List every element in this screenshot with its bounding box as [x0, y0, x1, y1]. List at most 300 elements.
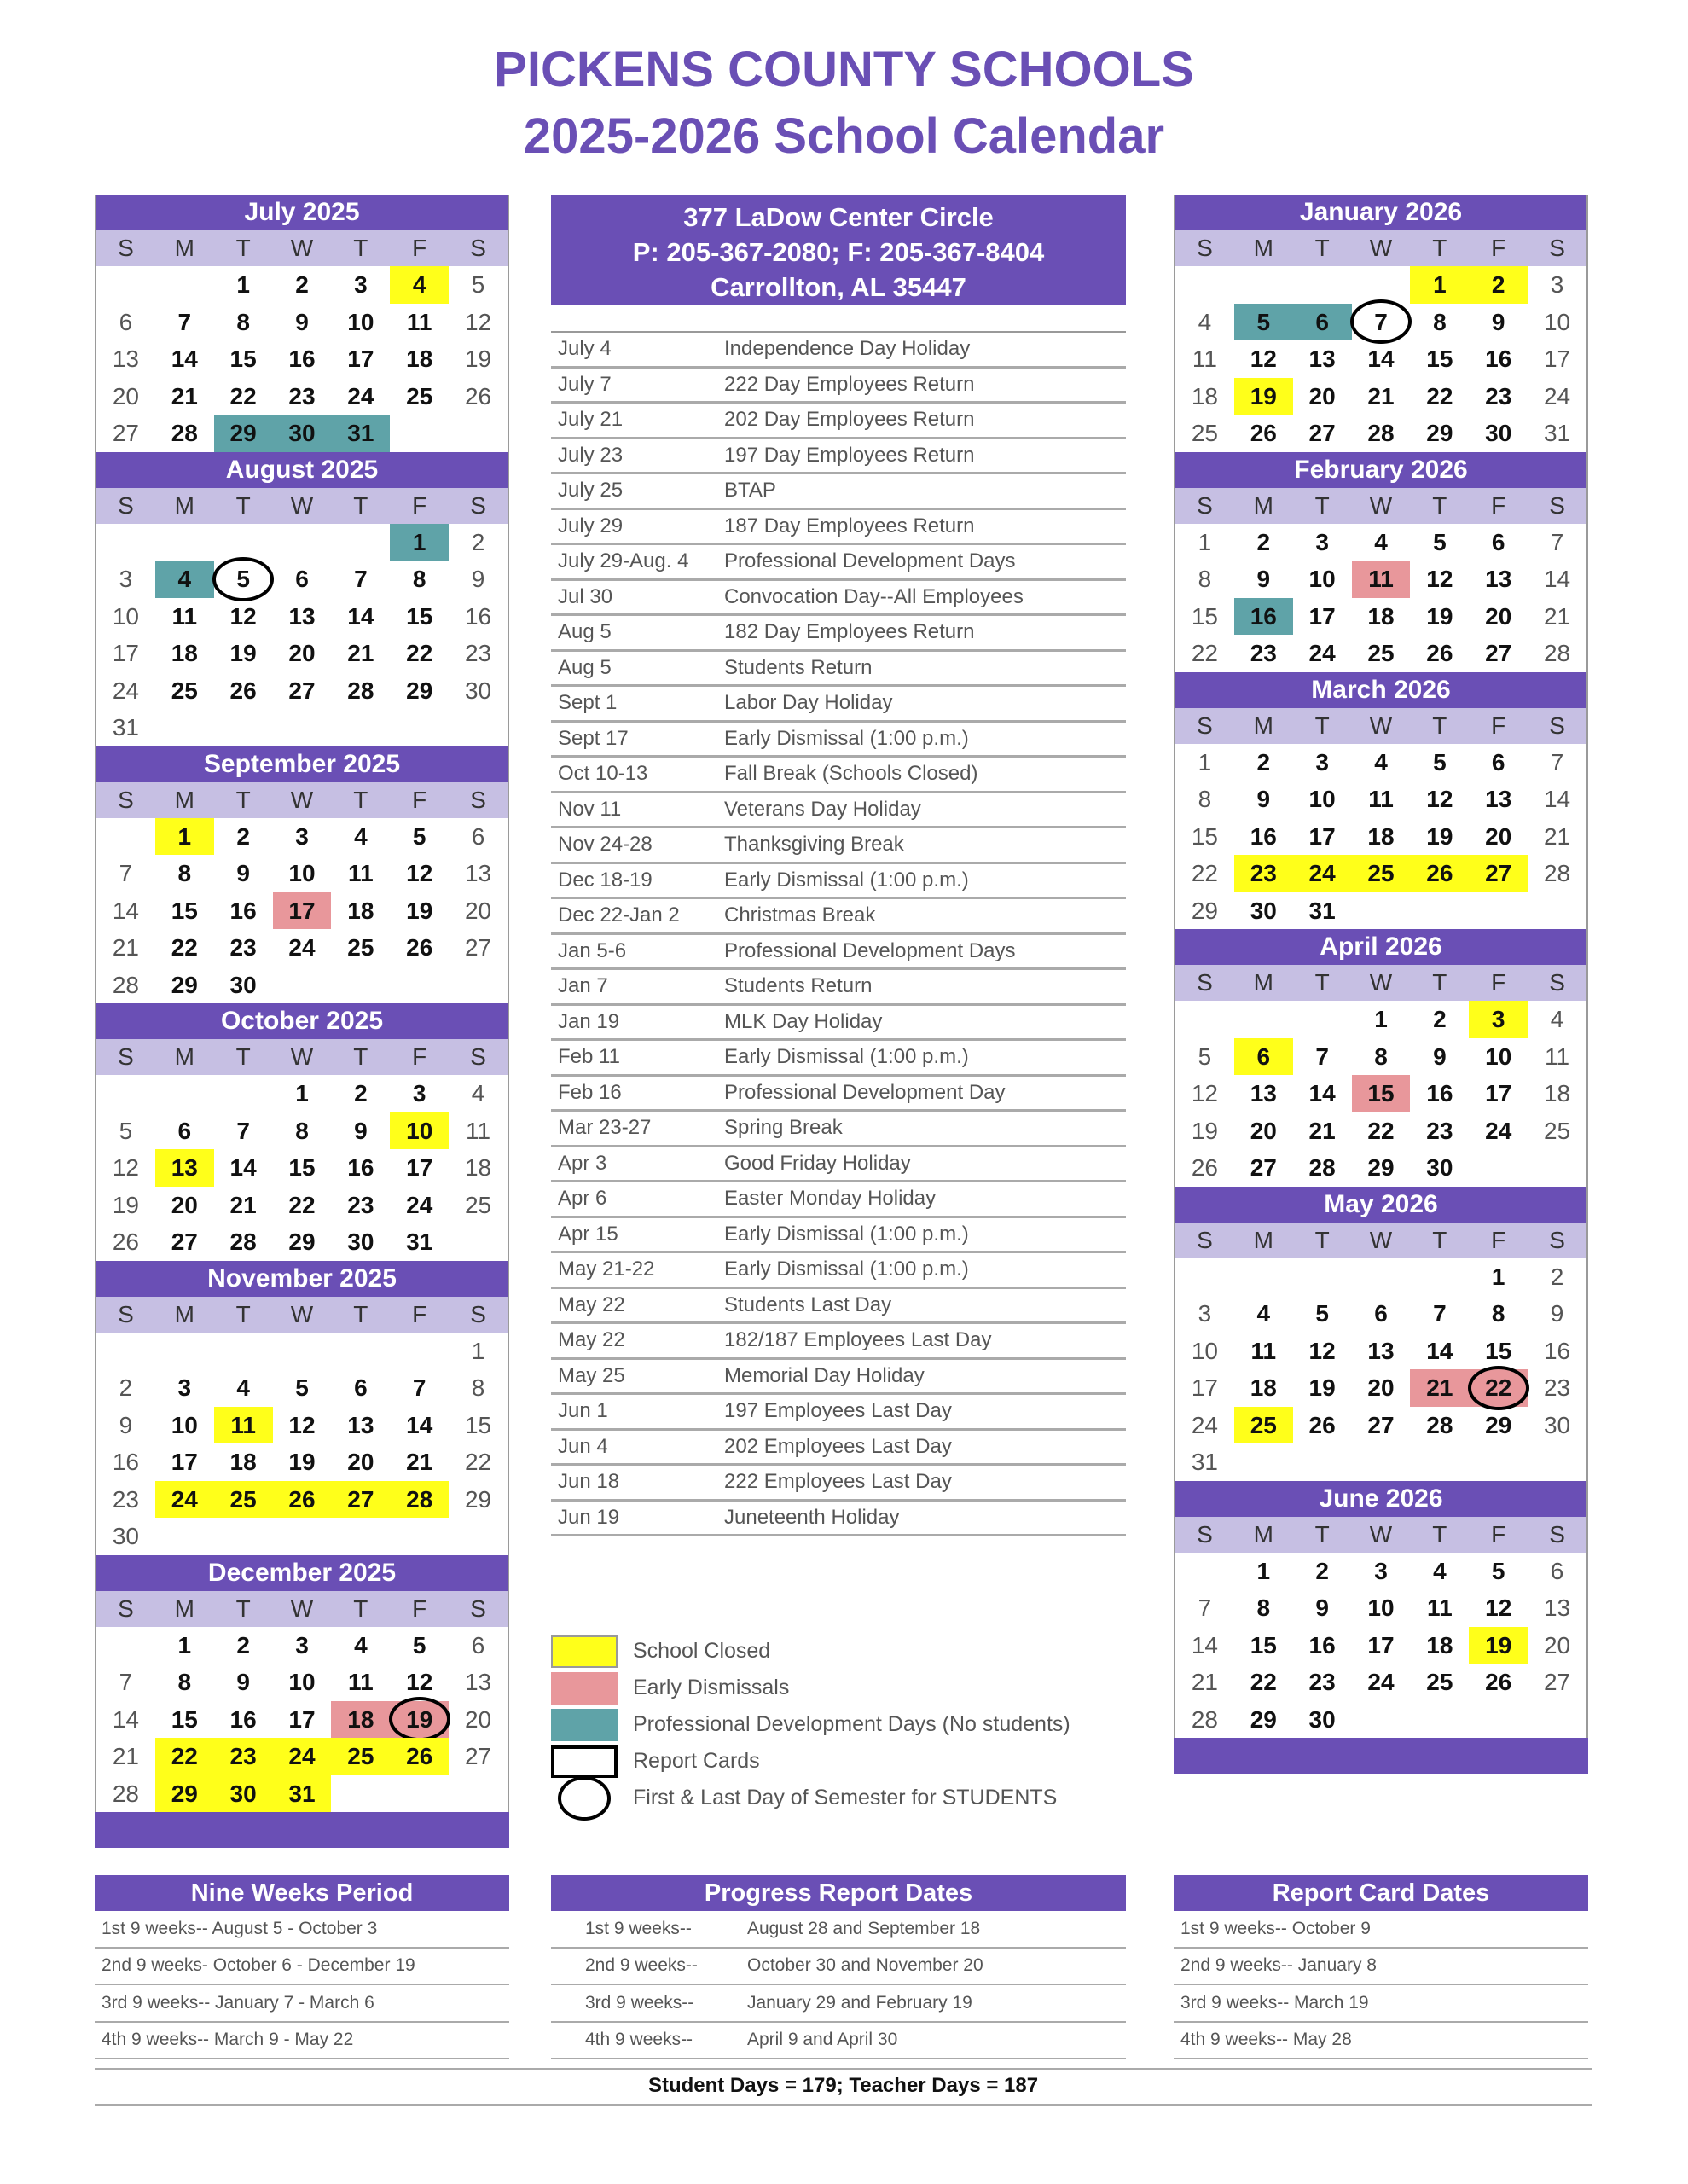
day-cell[interactable]: 2	[354, 1080, 368, 1107]
day-cell[interactable]: 10	[1191, 1337, 1218, 1364]
day-cell[interactable]: 17	[171, 1449, 198, 1475]
day-cell[interactable]: 5	[119, 1117, 133, 1144]
day-cell[interactable]: 30	[1250, 897, 1277, 924]
day-cell[interactable]: 24	[1308, 640, 1336, 666]
day-cell[interactable]: 8	[295, 1117, 309, 1144]
day-cell[interactable]: 9	[1315, 1594, 1329, 1621]
day-cell[interactable]: 16	[464, 602, 492, 630]
day-cell[interactable]: 21	[112, 1743, 139, 1769]
day-cell[interactable]: 2	[1550, 1263, 1564, 1290]
day-cell[interactable]: 1	[236, 271, 250, 298]
day-cell[interactable]: 25	[214, 1481, 273, 1519]
day-cell[interactable]: 15	[1426, 346, 1453, 372]
day-cell[interactable]: 3	[1469, 1001, 1528, 1038]
day-cell[interactable]: 7	[354, 566, 368, 592]
day-cell[interactable]: 22	[155, 1738, 214, 1775]
day-cell[interactable]: 13	[1485, 786, 1512, 812]
day-cell[interactable]: 3	[412, 1080, 426, 1107]
day-cell[interactable]: 17	[347, 346, 374, 372]
day-cell[interactable]: 26	[1410, 855, 1469, 892]
day-cell[interactable]: 1	[1374, 1006, 1388, 1032]
day-cell[interactable]: 18	[331, 1701, 390, 1739]
day-cell[interactable]: 4	[1374, 528, 1388, 555]
day-cell[interactable]: 4	[354, 1631, 368, 1658]
day-cell[interactable]: 25	[1367, 640, 1395, 666]
day-cell[interactable]: 9	[1256, 566, 1271, 592]
day-cell[interactable]: 5	[295, 1374, 309, 1401]
day-cell[interactable]: 22	[1191, 860, 1218, 886]
day-cell[interactable]: 14	[112, 1705, 139, 1733]
day-cell[interactable]: 29	[1367, 1154, 1395, 1181]
day-cell[interactable]: 19	[1426, 822, 1453, 850]
day-cell[interactable]: 26	[1426, 640, 1453, 666]
day-cell[interactable]: 4	[1433, 1557, 1447, 1584]
day-cell[interactable]: 12	[1426, 786, 1453, 812]
day-cell[interactable]: 27	[1469, 855, 1528, 892]
day-cell[interactable]: 2	[119, 1374, 133, 1401]
day-cell[interactable]: 4	[1550, 1006, 1564, 1032]
day-cell[interactable]: 26	[1485, 1669, 1512, 1695]
day-cell[interactable]: 15	[1352, 1075, 1411, 1112]
day-cell[interactable]: 19	[229, 640, 257, 666]
day-cell[interactable]: 19	[288, 1449, 316, 1475]
day-cell[interactable]: 6	[1374, 1300, 1388, 1327]
day-cell[interactable]: 27	[331, 1481, 390, 1519]
day-cell[interactable]: 30	[273, 415, 332, 452]
day-cell[interactable]: 16	[347, 1154, 374, 1181]
day-cell[interactable]: 18	[1191, 382, 1218, 410]
day-cell[interactable]: 27	[171, 1228, 198, 1255]
day-cell[interactable]: 28	[1426, 1411, 1453, 1438]
day-cell[interactable]: 7	[1550, 748, 1564, 775]
day-cell[interactable]: 12	[406, 860, 433, 886]
day-cell[interactable]: 1	[1198, 748, 1212, 775]
day-cell[interactable]: 8	[1198, 786, 1212, 812]
day-cell[interactable]: 21	[171, 382, 198, 410]
day-cell[interactable]: 2	[295, 271, 309, 298]
day-cell[interactable]: 30	[229, 971, 257, 998]
day-cell[interactable]: 5	[1234, 304, 1293, 341]
day-cell[interactable]: 10	[390, 1112, 449, 1150]
day-cell[interactable]: 9	[236, 860, 250, 886]
day-cell[interactable]: 28	[1367, 420, 1395, 446]
day-cell[interactable]: 22	[171, 934, 198, 961]
day-cell[interactable]: 20	[1308, 382, 1336, 410]
day-cell[interactable]: 31	[1543, 420, 1571, 446]
day-cell[interactable]: 12	[1191, 1080, 1218, 1107]
day-cell[interactable]: 27	[112, 420, 139, 446]
day-cell[interactable]: 20	[1367, 1374, 1395, 1401]
day-cell[interactable]: 29	[171, 971, 198, 998]
day-cell[interactable]: 21	[1308, 1117, 1336, 1144]
day-cell[interactable]: 3	[1315, 748, 1329, 775]
day-cell[interactable]: 13	[1250, 1080, 1277, 1107]
day-cell[interactable]: 6	[1491, 748, 1505, 775]
day-cell[interactable]: 13	[288, 602, 316, 630]
day-cell[interactable]: 1	[1198, 528, 1212, 555]
day-cell[interactable]: 9	[471, 566, 485, 592]
day-cell[interactable]: 8	[471, 1374, 485, 1401]
day-cell[interactable]: 14	[1191, 1631, 1218, 1658]
day-cell[interactable]: 23	[1426, 1117, 1453, 1144]
day-cell[interactable]: 12	[288, 1411, 316, 1438]
day-cell[interactable]: 19	[390, 1701, 449, 1739]
day-cell[interactable]: 26	[1250, 420, 1277, 446]
day-cell[interactable]: 18	[1426, 1631, 1453, 1658]
day-cell[interactable]: 21	[1191, 1669, 1218, 1695]
day-cell[interactable]: 21	[1543, 822, 1571, 850]
day-cell[interactable]: 28	[171, 420, 198, 446]
day-cell[interactable]: 8	[236, 308, 250, 335]
day-cell[interactable]: 30	[347, 1228, 374, 1255]
day-cell[interactable]: 17	[1485, 1080, 1512, 1107]
day-cell[interactable]: 29	[155, 1775, 214, 1813]
day-cell[interactable]: 24	[1485, 1117, 1512, 1144]
day-cell[interactable]: 24	[347, 382, 374, 410]
day-cell[interactable]: 17	[1308, 822, 1336, 850]
day-cell[interactable]: 23	[229, 934, 257, 961]
day-cell[interactable]: 17	[1308, 602, 1336, 630]
day-cell[interactable]: 12	[112, 1154, 139, 1181]
day-cell[interactable]: 25	[1191, 420, 1218, 446]
day-cell[interactable]: 14	[171, 346, 198, 372]
day-cell[interactable]: 4	[155, 561, 214, 598]
day-cell[interactable]: 3	[177, 1374, 192, 1401]
day-cell[interactable]: 28	[1191, 1705, 1218, 1733]
day-cell[interactable]: 14	[1543, 566, 1571, 592]
day-cell[interactable]: 2	[1433, 1006, 1447, 1032]
day-cell[interactable]: 8	[177, 860, 192, 886]
day-cell[interactable]: 21	[347, 640, 374, 666]
day-cell[interactable]: 2	[1256, 748, 1271, 775]
day-cell[interactable]: 11	[348, 1669, 374, 1695]
day-cell[interactable]: 16	[1426, 1080, 1453, 1107]
day-cell[interactable]: 6	[1491, 528, 1505, 555]
day-cell[interactable]: 2	[236, 1631, 250, 1658]
day-cell[interactable]: 4	[1374, 748, 1388, 775]
day-cell[interactable]: 19	[406, 897, 433, 924]
day-cell[interactable]: 8	[412, 566, 426, 592]
day-cell[interactable]: 9	[1491, 308, 1505, 335]
day-cell[interactable]: 24	[1293, 855, 1352, 892]
day-cell[interactable]: 26	[1191, 1154, 1218, 1181]
day-cell[interactable]: 12	[1426, 566, 1453, 592]
day-cell[interactable]: 25	[331, 1738, 390, 1775]
day-cell[interactable]: 9	[354, 1117, 368, 1144]
day-cell[interactable]: 23	[1485, 382, 1512, 410]
day-cell[interactable]: 6	[354, 1374, 368, 1401]
day-cell[interactable]: 21	[1410, 1369, 1469, 1407]
day-cell[interactable]: 3	[295, 1631, 309, 1658]
day-cell[interactable]: 23	[1308, 1669, 1336, 1695]
day-cell[interactable]: 24	[1543, 382, 1571, 410]
day-cell[interactable]: 1	[177, 1631, 192, 1658]
day-cell[interactable]: 10	[1543, 308, 1571, 335]
day-cell[interactable]: 28	[1308, 1154, 1336, 1181]
day-cell[interactable]: 22	[1191, 640, 1218, 666]
day-cell[interactable]: 1	[390, 524, 449, 561]
day-cell[interactable]: 16	[1308, 1631, 1336, 1658]
day-cell[interactable]: 15	[1250, 1631, 1277, 1658]
day-cell[interactable]: 13	[1543, 1594, 1571, 1621]
day-cell[interactable]: 30	[1426, 1154, 1453, 1181]
day-cell[interactable]: 7	[1315, 1043, 1329, 1070]
day-cell[interactable]: 15	[1485, 1337, 1512, 1364]
day-cell[interactable]: 20	[464, 897, 492, 924]
day-cell[interactable]: 3	[354, 271, 368, 298]
day-cell[interactable]: 9	[119, 1411, 133, 1438]
day-cell[interactable]: 11	[171, 602, 198, 630]
day-cell[interactable]: 26	[1308, 1411, 1336, 1438]
day-cell[interactable]: 13	[155, 1149, 214, 1187]
day-cell[interactable]: 20	[1485, 822, 1512, 850]
day-cell[interactable]: 23	[347, 1191, 374, 1218]
day-cell[interactable]: 27	[1485, 640, 1512, 666]
day-cell[interactable]: 24	[1191, 1411, 1218, 1438]
day-cell[interactable]: 31	[112, 714, 139, 741]
day-cell[interactable]: 28	[347, 677, 374, 704]
day-cell[interactable]: 15	[1191, 602, 1218, 630]
day-cell[interactable]: 3	[1550, 271, 1564, 298]
day-cell[interactable]: 5	[1433, 748, 1447, 775]
day-cell[interactable]: 26	[406, 934, 433, 961]
day-cell[interactable]: 14	[1367, 346, 1395, 372]
day-cell[interactable]: 31	[273, 1775, 332, 1813]
day-cell[interactable]: 7	[119, 860, 133, 886]
day-cell[interactable]: 11	[406, 308, 432, 335]
day-cell[interactable]: 30	[112, 1523, 139, 1549]
day-cell[interactable]: 25	[1543, 1117, 1571, 1144]
day-cell[interactable]: 12	[406, 1669, 433, 1695]
day-cell[interactable]: 20	[112, 382, 139, 410]
day-cell[interactable]: 4	[471, 1080, 485, 1107]
day-cell[interactable]: 10	[288, 860, 316, 886]
day-cell[interactable]: 30	[214, 1775, 273, 1813]
day-cell[interactable]: 7	[1550, 528, 1564, 555]
day-cell[interactable]: 16	[1234, 598, 1293, 636]
day-cell[interactable]: 9	[1433, 1043, 1447, 1070]
day-cell[interactable]: 29	[1485, 1411, 1512, 1438]
day-cell[interactable]: 12	[464, 308, 492, 335]
day-cell[interactable]: 3	[1315, 528, 1329, 555]
day-cell[interactable]: 1	[1410, 266, 1469, 304]
day-cell[interactable]: 14	[406, 1411, 433, 1438]
day-cell[interactable]: 9	[1256, 786, 1271, 812]
day-cell[interactable]: 11	[1368, 786, 1394, 812]
day-cell[interactable]: 25	[1234, 1407, 1293, 1444]
day-cell[interactable]: 26	[273, 1481, 332, 1519]
day-cell[interactable]: 24	[288, 934, 316, 961]
day-cell[interactable]: 19	[464, 346, 492, 372]
day-cell[interactable]: 31	[406, 1228, 433, 1255]
day-cell[interactable]: 3	[119, 566, 133, 592]
day-cell[interactable]: 14	[1308, 1080, 1336, 1107]
day-cell[interactable]: 29	[1426, 420, 1453, 446]
day-cell[interactable]: 21	[112, 934, 139, 961]
day-cell[interactable]: 18	[1543, 1080, 1571, 1107]
day-cell[interactable]: 5	[1315, 1300, 1329, 1327]
day-cell[interactable]: 21	[229, 1191, 257, 1218]
day-cell[interactable]: 6	[1293, 304, 1352, 341]
day-cell[interactable]: 27	[1250, 1154, 1277, 1181]
day-cell[interactable]: 12	[1250, 346, 1277, 372]
day-cell[interactable]: 1	[295, 1080, 309, 1107]
day-cell[interactable]: 8	[1256, 1594, 1271, 1621]
day-cell[interactable]: 28	[1543, 640, 1571, 666]
day-cell[interactable]: 23	[112, 1485, 139, 1513]
day-cell[interactable]: 8	[1433, 308, 1447, 335]
day-cell[interactable]: 13	[347, 1411, 374, 1438]
day-cell[interactable]: 27	[464, 1743, 492, 1769]
day-cell[interactable]: 14	[1426, 1337, 1453, 1364]
day-cell[interactable]: 4	[354, 822, 368, 850]
day-cell[interactable]: 13	[1485, 566, 1512, 592]
day-cell[interactable]: 18	[1250, 1374, 1277, 1401]
day-cell[interactable]: 31	[1308, 897, 1336, 924]
day-cell[interactable]: 3	[1374, 1557, 1388, 1584]
day-cell[interactable]: 6	[119, 308, 133, 335]
day-cell[interactable]: 9	[295, 308, 309, 335]
day-cell[interactable]: 31	[331, 415, 390, 452]
day-cell[interactable]: 6	[1234, 1038, 1293, 1076]
day-cell[interactable]: 6	[471, 822, 485, 850]
day-cell[interactable]: 1	[471, 1337, 485, 1364]
day-cell[interactable]: 13	[464, 860, 492, 886]
day-cell[interactable]: 18	[464, 1154, 492, 1181]
day-cell[interactable]: 24	[406, 1191, 433, 1218]
day-cell[interactable]: 7	[1352, 304, 1411, 341]
day-cell[interactable]: 31	[1191, 1449, 1218, 1475]
day-cell[interactable]: 21	[1367, 382, 1395, 410]
day-cell[interactable]: 28	[229, 1228, 257, 1255]
day-cell[interactable]: 17	[112, 640, 139, 666]
day-cell[interactable]: 6	[177, 1117, 192, 1144]
day-cell[interactable]: 2	[1469, 266, 1528, 304]
day-cell[interactable]: 19	[1308, 1374, 1336, 1401]
day-cell[interactable]: 14	[347, 602, 374, 630]
day-cell[interactable]: 8	[1198, 566, 1212, 592]
day-cell[interactable]: 5	[1433, 528, 1447, 555]
day-cell[interactable]: 15	[406, 602, 433, 630]
day-cell[interactable]: 5	[471, 271, 485, 298]
day-cell[interactable]: 22	[288, 1191, 316, 1218]
day-cell[interactable]: 18	[347, 897, 374, 924]
day-cell[interactable]: 16	[1250, 822, 1277, 850]
day-cell[interactable]: 23	[464, 640, 492, 666]
day-cell[interactable]: 13	[464, 1669, 492, 1695]
day-cell[interactable]: 10	[1367, 1594, 1395, 1621]
day-cell[interactable]: 4	[1256, 1300, 1271, 1327]
day-cell[interactable]: 20	[347, 1449, 374, 1475]
day-cell[interactable]: 5	[412, 822, 426, 850]
day-cell[interactable]: 28	[112, 971, 139, 998]
day-cell[interactable]: 4	[1198, 308, 1212, 335]
day-cell[interactable]: 15	[171, 897, 198, 924]
day-cell[interactable]: 29	[1191, 897, 1218, 924]
day-cell[interactable]: 25	[347, 934, 374, 961]
day-cell[interactable]: 18	[1367, 602, 1395, 630]
day-cell[interactable]: 12	[1485, 1594, 1512, 1621]
day-cell[interactable]: 11	[1250, 1337, 1277, 1364]
day-cell[interactable]: 19	[1469, 1627, 1528, 1664]
day-cell[interactable]: 27	[1308, 420, 1336, 446]
day-cell[interactable]: 23	[1234, 855, 1293, 892]
day-cell[interactable]: 28	[112, 1780, 139, 1807]
day-cell[interactable]: 29	[406, 677, 433, 704]
day-cell[interactable]: 9	[236, 1669, 250, 1695]
day-cell[interactable]: 16	[1485, 346, 1512, 372]
day-cell[interactable]: 26	[464, 382, 492, 410]
day-cell[interactable]: 5	[214, 561, 273, 598]
day-cell[interactable]: 30	[1485, 420, 1512, 446]
day-cell[interactable]: 15	[229, 346, 257, 372]
day-cell[interactable]: 6	[471, 1631, 485, 1658]
day-cell[interactable]: 6	[295, 566, 309, 592]
day-cell[interactable]: 23	[1543, 1374, 1571, 1401]
day-cell[interactable]: 17	[406, 1154, 433, 1181]
day-cell[interactable]: 1	[155, 818, 214, 856]
day-cell[interactable]: 25	[171, 677, 198, 704]
day-cell[interactable]: 6	[1550, 1557, 1564, 1584]
day-cell[interactable]: 10	[171, 1411, 198, 1438]
day-cell[interactable]: 7	[1198, 1594, 1212, 1621]
day-cell[interactable]: 7	[412, 1374, 426, 1401]
day-cell[interactable]: 22	[229, 382, 257, 410]
day-cell[interactable]: 22	[464, 1449, 492, 1475]
day-cell[interactable]: 11	[1192, 346, 1217, 372]
day-cell[interactable]: 26	[390, 1738, 449, 1775]
day-cell[interactable]: 22	[1469, 1369, 1528, 1407]
day-cell[interactable]: 11	[1545, 1043, 1570, 1070]
day-cell[interactable]: 24	[1367, 1669, 1395, 1695]
day-cell[interactable]: 24	[273, 1738, 332, 1775]
day-cell[interactable]: 29	[464, 1485, 492, 1513]
day-cell[interactable]: 13	[112, 346, 139, 372]
day-cell[interactable]: 10	[112, 602, 139, 630]
day-cell[interactable]: 23	[214, 1738, 273, 1775]
day-cell[interactable]: 30	[1543, 1411, 1571, 1438]
day-cell[interactable]: 27	[1367, 1411, 1395, 1438]
day-cell[interactable]: 27	[464, 934, 492, 961]
day-cell[interactable]: 18	[171, 640, 198, 666]
day-cell[interactable]: 16	[288, 346, 316, 372]
day-cell[interactable]: 11	[348, 860, 374, 886]
day-cell[interactable]: 3	[1198, 1300, 1212, 1327]
day-cell[interactable]: 4	[236, 1374, 250, 1401]
day-cell[interactable]: 17	[1191, 1374, 1218, 1401]
day-cell[interactable]: 20	[171, 1191, 198, 1218]
day-cell[interactable]: 14	[229, 1154, 257, 1181]
day-cell[interactable]: 10	[1485, 1043, 1512, 1070]
day-cell[interactable]: 12	[1308, 1337, 1336, 1364]
day-cell[interactable]: 24	[155, 1481, 214, 1519]
day-cell[interactable]: 25	[1352, 855, 1411, 892]
day-cell[interactable]: 10	[288, 1669, 316, 1695]
day-cell[interactable]: 20	[1485, 602, 1512, 630]
day-cell[interactable]: 17	[288, 1705, 316, 1733]
day-cell[interactable]: 14	[1543, 786, 1571, 812]
day-cell[interactable]: 19	[1191, 1117, 1218, 1144]
day-cell[interactable]: 5	[1198, 1043, 1212, 1070]
day-cell[interactable]: 25	[464, 1191, 492, 1218]
day-cell[interactable]: 19	[112, 1191, 139, 1218]
day-cell[interactable]: 17	[1367, 1631, 1395, 1658]
day-cell[interactable]: 22	[1426, 382, 1453, 410]
day-cell[interactable]: 27	[288, 677, 316, 704]
day-cell[interactable]: 18	[406, 346, 433, 372]
day-cell[interactable]: 20	[1543, 1631, 1571, 1658]
day-cell[interactable]: 24	[112, 677, 139, 704]
